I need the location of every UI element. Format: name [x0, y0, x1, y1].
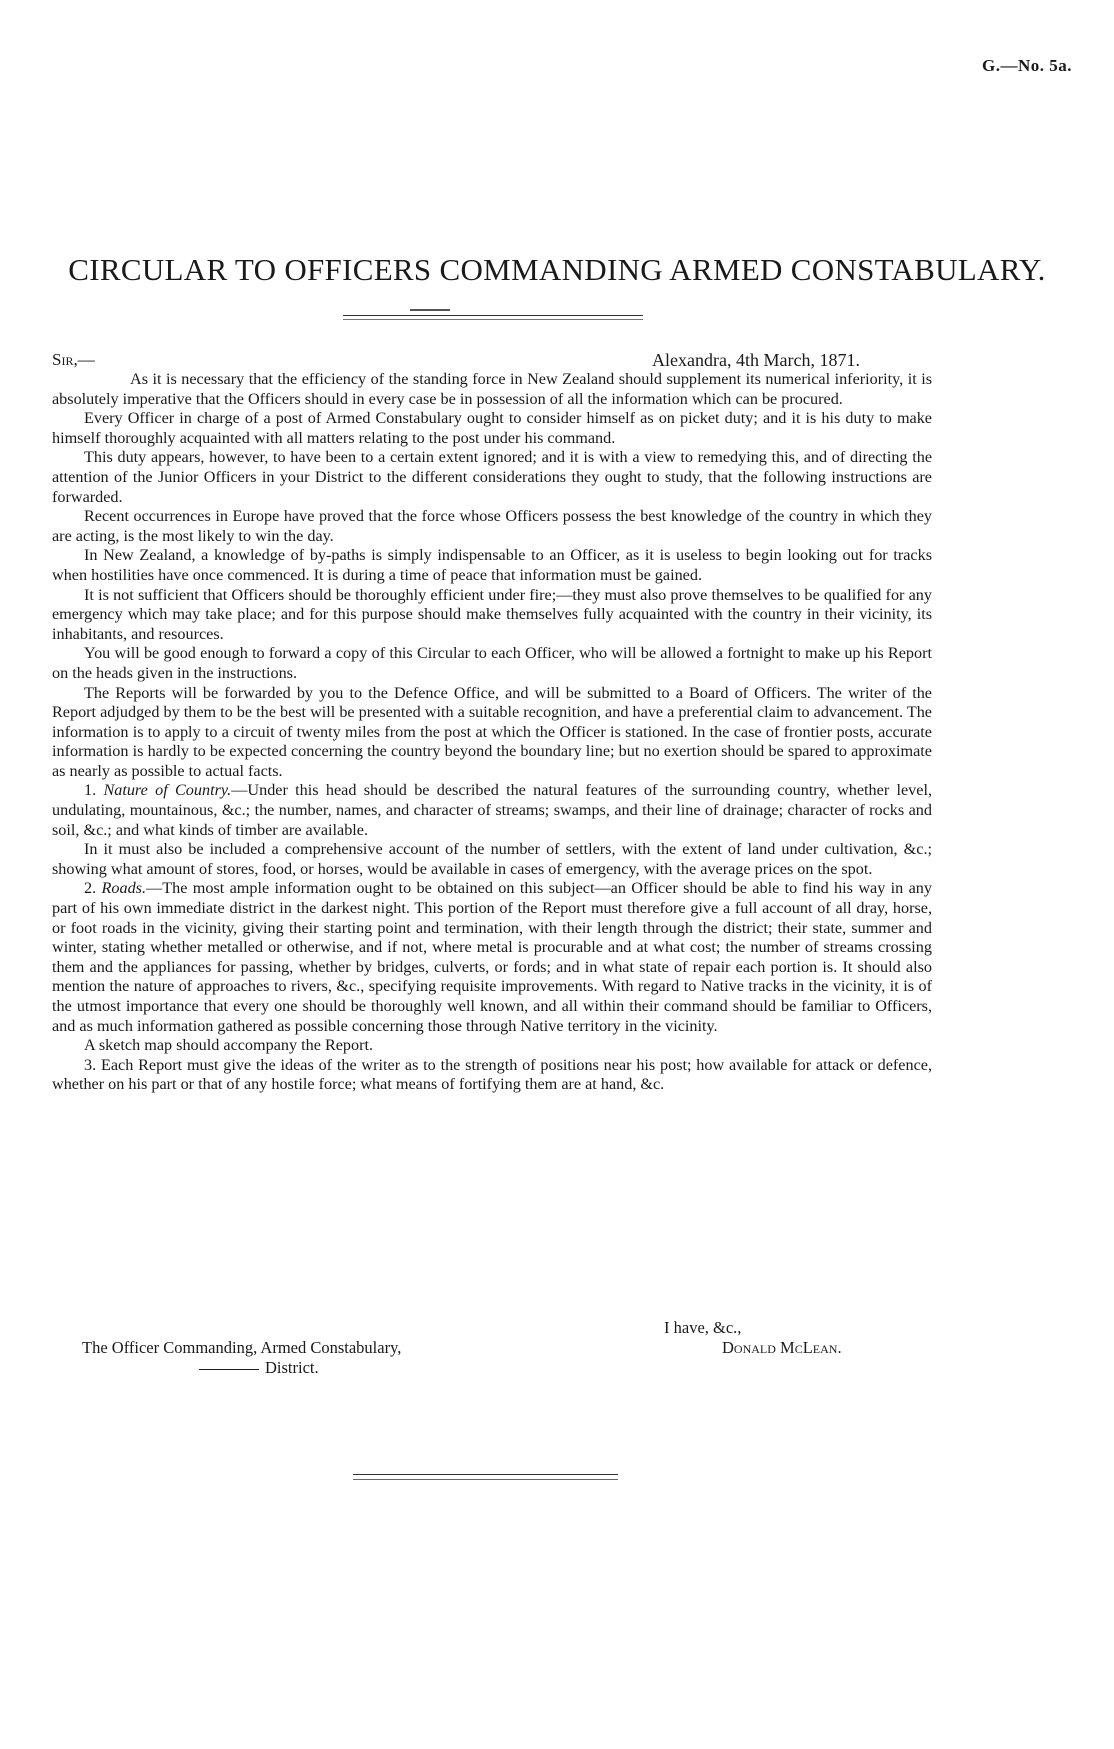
paragraph: In it must also be included a comprehensive account of the number of settlers, with the extent of land under cultivation, &c.; showing what amount of stores, food, or horses, would be available in cases of emergency, with the average prices on the spot.	[52, 840, 932, 878]
paragraph: You will be good enough to forward a copy of this Circular to each Officer, who will be allowed a fortnight to make up his Report on the heads given in the instructions.	[52, 644, 932, 682]
footer-rule	[353, 1474, 618, 1475]
section-text: —The most ample information ought to be obtained on this subject—an Officer should be able to find his way in any part of his own immediate district in the darkest night. This portion of the Report must therefore give a full account of all dray, horse, or foot roads in the vicinity, giving their starting point and termination, with their length through the district; their state, summer and winter, stating whether metalled or otherwise, and if not, where metal is procurable and at what cost; the number of streams crossing them and the appliances for passing, whether by bridges, culverts, or fords; and in what state of repair each portion is. It should also mention the nature of approaches to rivers, &c., specifying requisite improvements. With regard to Native tracks in the vicinity, it is of the utmost importance that every one should be thoroughly well known, and all within their command should be familiar to Officers, and as much information gathered as possible concerning those through Native territory in the vicinity.	[52, 879, 932, 1035]
section-number: 1.	[84, 781, 97, 800]
place-date: Alexandra, 4th March, 1871.	[652, 350, 860, 370]
district-label: District.	[265, 1358, 319, 1377]
paragraph: Every Officer in charge of a post of Armed Constabulary ought to consider himself as on picket duty; and it is his duty to make himself thoroughly acquainted with all matters relating to the post under his command.	[52, 409, 932, 447]
paragraph: A sketch map should accompany the Report.	[84, 1036, 374, 1055]
paragraph: This duty appears, however, to have been to a certain extent ignored; and it is with a view to remedying this, and of directing the attention of the Junior Officers in your District to the different considerations they ought to study, that the following instructions are forwarded.	[52, 448, 932, 506]
section-nature-of-country	[52, 781, 932, 840]
paragraph: In New Zealand, a knowledge of by-paths is simply indispensable to an Officer, as it is useless to begin looking out for tracks when hostilities have once commenced. It is during a time of peace that information must be gained.	[52, 546, 932, 584]
section-text: —Under this head should be described the natural features of the surrounding country, whether level, undulating, mountainous, &c.; the number, names, and character of streams; swamps, and their line of drainage; character of rocks and soil, &c.; and what kinds of timber are available.	[52, 781, 933, 839]
paragraph: As it is necessary that the efficiency of the standing force in New Zealand should supplement its numerical inferiority, it is absolutely imperative that the Officers should in every case be in possession of all the information which can be procured.	[52, 370, 932, 408]
title-rule-secondary	[343, 319, 643, 320]
signature: Donald McLean.	[722, 1338, 842, 1357]
addressee: The Officer Commanding, Armed Constabulary,	[82, 1338, 402, 1357]
document-title: CIRCULAR TO OFFICERS COMMANDING ARMED CONSTABULARY.	[68, 252, 1046, 287]
title-ornament	[410, 309, 450, 311]
section-number: 2.	[84, 879, 97, 898]
paragraph: The Reports will be forwarded by you to the Defence Office, and will be submitted to a Board of Officers. The writer of the Report adjudged by them to be the best will be presented with a suitable recognition, and have a preferential claim to advancement. The information is to apply to a circuit of twenty miles from the post at which the Officer is stationed. In the case of frontier posts, accurate information is hardly to be expected concerning the country beyond the boundary line; but no exertion should be spared to approximate as nearly as possible to actual facts.	[52, 683, 932, 780]
district-line	[199, 1358, 319, 1378]
letter-body	[52, 370, 932, 1095]
paragraph: It is not sufficient that Officers should be thoroughly efficient under fire;—they must also prove themselves to be qualified for any emergency which may take place; and for this purpose should make themselves fully acquainted with the country in their vicinity, its inhabitants, and resources.	[52, 585, 932, 643]
footer-rule-secondary	[353, 1479, 618, 1480]
salutation: Sir,—	[52, 350, 95, 369]
section-roads	[52, 879, 932, 1036]
page-reference: G.—No. 5a.	[982, 56, 1072, 75]
section-heading: Roads.	[101, 879, 147, 898]
section-positions: 3. Each Report must give the ideas of the writer as to the strength of positions near his post; how available for attack or defence, whether on his part or that of any hostile force; what means of fortifying them are at hand, &c.	[52, 1055, 932, 1094]
title-rule	[343, 315, 643, 316]
closing-block	[52, 1318, 932, 1378]
blank-dash	[199, 1369, 259, 1370]
closing-formula: I have, &c.,	[664, 1318, 742, 1337]
section-heading: Nature of Country.	[103, 781, 232, 800]
paragraph: Recent occurrences in Europe have proved that the force whose Officers possess the best knowledge of the country in which they are acting, is the most likely to win the day.	[52, 507, 932, 545]
